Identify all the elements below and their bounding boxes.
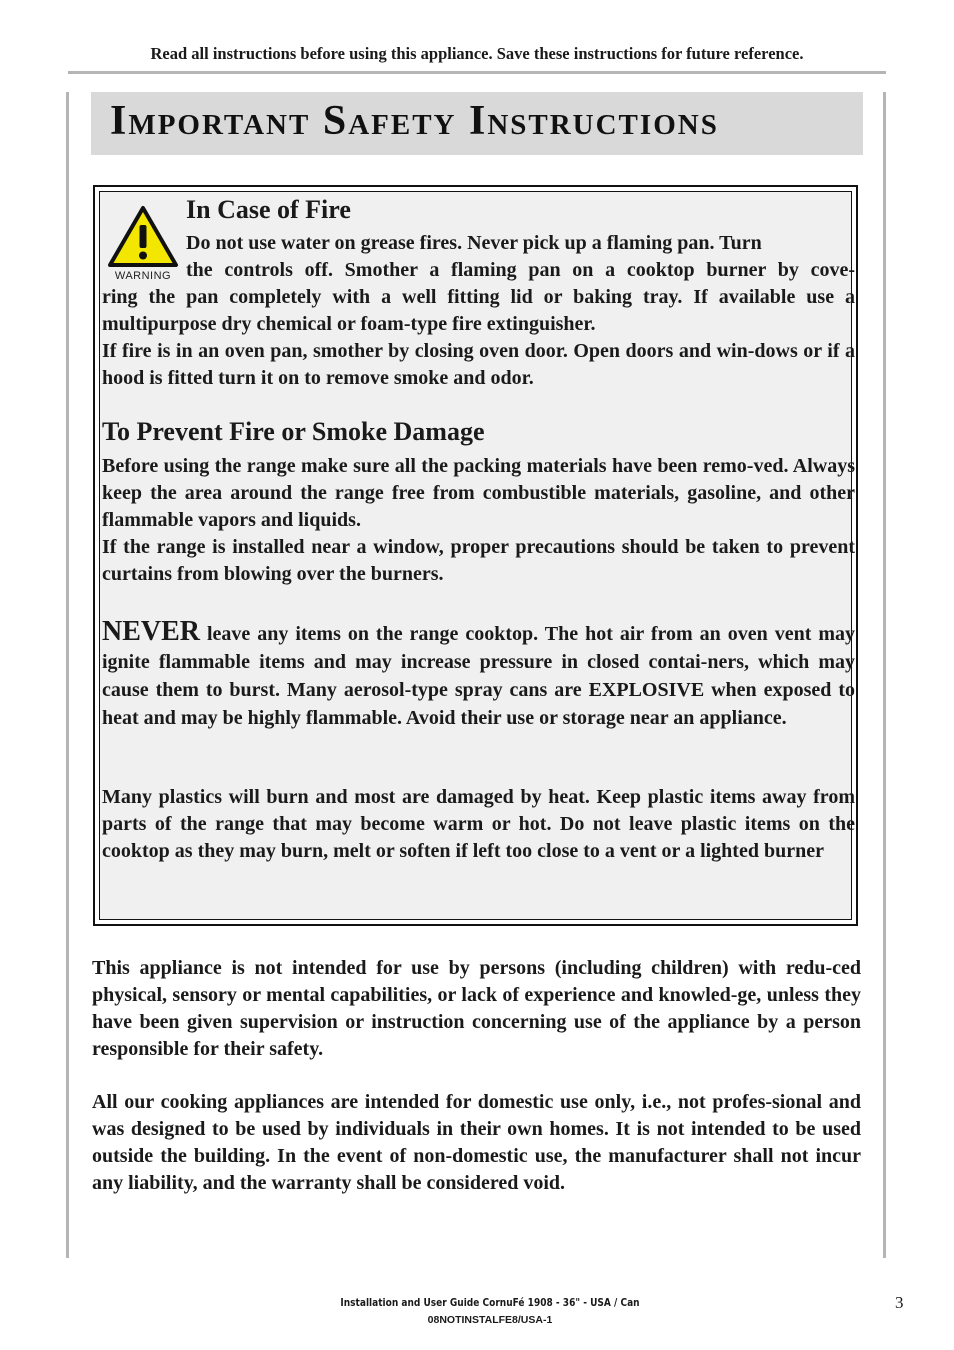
right-margin-rule — [883, 92, 886, 1258]
warning-box-inner — [99, 191, 855, 920]
plastics-paragraph: Many plastics will burn and most are damaged by heat. Keep plastic items away from parts of the range that may become warm or hot. Do not leave plastic items on the cooktop as they may burn, melt or soften if left too close to a vent or a lighted burner — [102, 786, 855, 862]
page-number: 3 — [895, 1293, 904, 1312]
fire-line-1: Do not use water on grease fires. Never pick up a flaming pan. Turn — [186, 232, 762, 254]
fire-paragraph: ring the pan completely with a well fitting lid or baking tray. If available use a multipurpose dry chemical or foam-type fire extinguisher. — [102, 286, 855, 335]
footer-guide-title: Installation and User Guide CornuFé 1908 - 36" - USA / Can — [340, 1296, 640, 1309]
persons-paragraph: This appliance is not intended for use by persons (including children) with redu-ced physical, sensory or mental capabilities, or lack of experience and knowled-ge, unless they have been given supervision or instruction concerning use of the appliance by a person responsible for their safety. — [92, 957, 861, 1060]
packing-paragraph: Before using the range make sure all the packing materials have been remo-ved. Always keep the area around the range free from combustible materials, gasoline, and other flammable vapors and liquids. — [102, 455, 855, 531]
domestic-paragraph: All our cooking appliances are intended for domestic use only, i.e., not profes-sional and was designed to be used by individuals in their own homes. It is not intended to be used outside the building. In the event of non-domestic use, the manufacturer shall not incur any liability, and the warranty shall be considered void. — [92, 1091, 861, 1194]
fire-line-2: the controls off. Smother a flaming pan on a cooktop burner by cove- — [186, 259, 855, 281]
page-title: Important Safety Instructions — [110, 98, 719, 144]
header-divider — [68, 71, 886, 74]
never-emphasis: NEVER — [102, 616, 201, 647]
fire-heading: In Case of Fire — [186, 195, 351, 224]
oven-fire-paragraph: If fire is in an oven pan, smother by closing oven door. Open doors and win-dows or if a hood is fitted turn it on to remove smoke and odor. — [102, 340, 855, 389]
instruction-note: Read all instructions before using this appliance. Save these instructions for future reference. — [150, 44, 804, 63]
window-paragraph: If the range is installed near a window, proper precautions should be taken to prevent curtains from blowing over the burners. — [102, 536, 855, 585]
prevent-heading: To Prevent Fire or Smoke Damage — [102, 417, 485, 446]
footer-document-code: 08NOTINSTALFE8/USA-1 — [427, 1314, 553, 1326]
warning-box — [93, 185, 858, 926]
title-banner — [91, 92, 863, 155]
warning-label: WARNING — [114, 270, 172, 282]
never-text: leave any items on the range cooktop. The hot air from an oven vent may ignite flammable items and may increase pressure in closed contai-ners, which may cause them to burst. Many aerosol-type spray cans are EXPLOSIVE when exposed to heat and may be highly flammable. Avoid their use or storage near an appliance. — [102, 623, 855, 729]
never-paragraph — [102, 618, 855, 732]
left-margin-rule — [66, 92, 69, 1258]
